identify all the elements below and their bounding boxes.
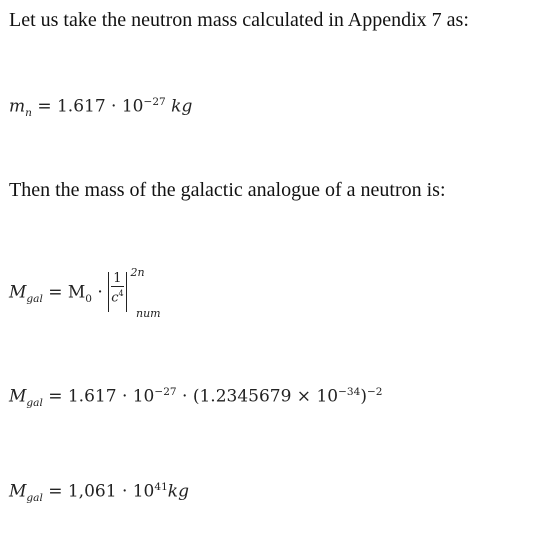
- eq3-close: ): [360, 386, 367, 407]
- paragraph-galactic-analogue: Then the mass of the galactic analogue of a neutron is:: [9, 179, 446, 201]
- eq4-unit: kg: [167, 481, 189, 502]
- abs-bars: [108, 272, 126, 312]
- equation-neutron-mass: [9, 96, 192, 119]
- subscript-gal: gal: [26, 292, 43, 305]
- eq2-dot: ·: [97, 282, 103, 303]
- fraction-denominator: $c^4$: [111, 289, 124, 306]
- eq3-value: = 1.617 · 10: [48, 386, 155, 407]
- eq3-mid: · (1.2345679 × 10: [182, 386, 339, 407]
- symbol-M: M: [9, 282, 27, 303]
- eq2-equals-M: = M: [48, 282, 86, 303]
- abs-fraction: [108, 266, 161, 320]
- subscript-num: num: [136, 307, 161, 320]
- fraction: [111, 272, 123, 305]
- subscript-0: 0: [85, 292, 92, 305]
- fraction-numerator: 1: [111, 272, 123, 287]
- subscript-gal: gal: [26, 397, 43, 410]
- subscript-n: n: [25, 107, 32, 120]
- symbol-M: M: [9, 481, 27, 502]
- eq4-exponent: 41: [154, 481, 168, 493]
- eq4-value: = 1,061 · 10: [48, 481, 155, 502]
- equation-galactic-formula: [9, 266, 161, 320]
- equation-galactic-substituted: [9, 386, 383, 409]
- power-2n: 2n: [130, 266, 145, 279]
- equation-galactic-result: [9, 481, 189, 504]
- subscript-gal: gal: [26, 492, 43, 505]
- eq1-exponent: −27: [143, 96, 166, 108]
- symbol-M: M: [9, 386, 27, 407]
- eq3-exponent: −27: [154, 386, 177, 398]
- eq1-unit: kg: [171, 96, 193, 117]
- eq3-exponent3: −2: [366, 386, 383, 398]
- symbol-m: m: [9, 96, 26, 117]
- paragraph-neutron-mass: Let us take the neutron mass calculated in Appendix 7 as:: [9, 9, 469, 31]
- eq3-exponent2: −34: [338, 386, 361, 398]
- eq1-value: = 1.617 · 10: [37, 96, 144, 117]
